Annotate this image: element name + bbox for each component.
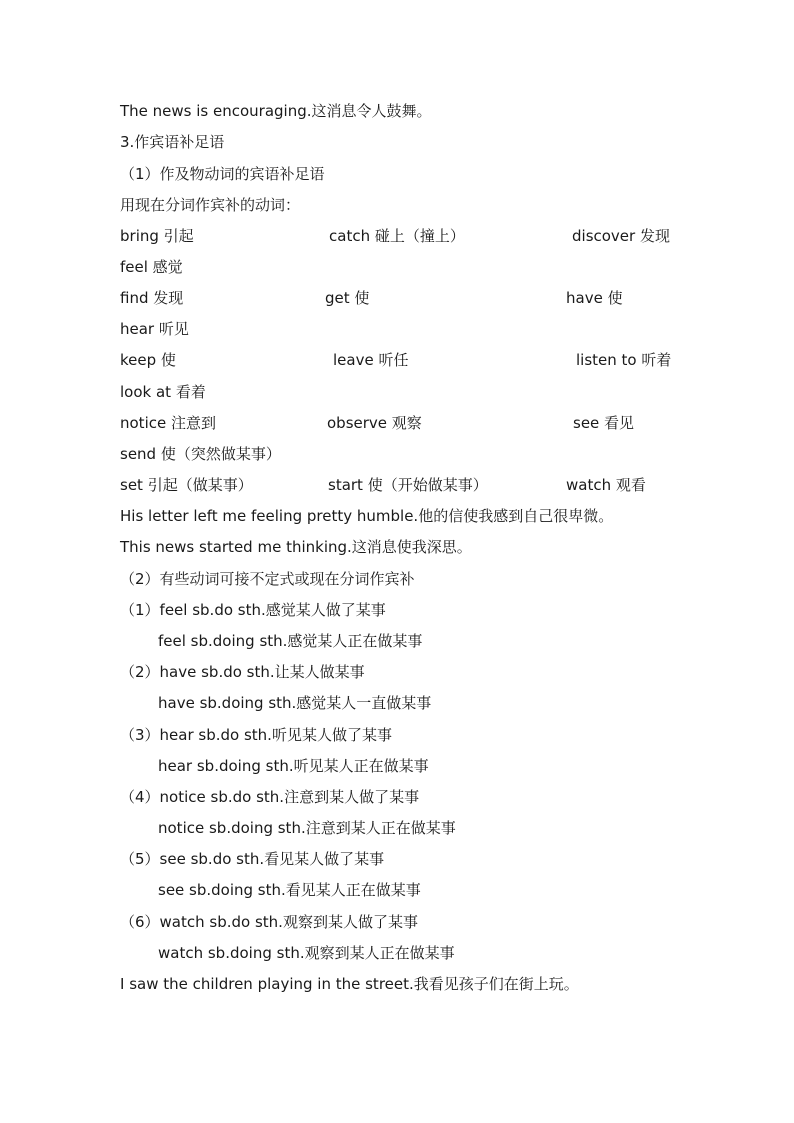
verb-item: send 使（突然做某事） <box>120 445 281 463</box>
subsection-heading: （1）作及物动词的宾语补足语 <box>120 165 325 183</box>
pattern-do: （5）see sb.do sth.看见某人做了某事 <box>120 850 385 868</box>
verb-item: discover 发现 <box>572 227 670 245</box>
example-sentence: The news is encouraging.这消息令人鼓舞。 <box>120 102 432 120</box>
verb-item: leave 听任 <box>333 351 409 369</box>
verb-item: find 发现 <box>120 289 184 307</box>
verb-item: set 引起（做某事） <box>120 476 253 494</box>
verb-item: see 看见 <box>573 414 635 432</box>
verb-item: bring 引起 <box>120 227 194 245</box>
verb-item: listen to 听着 <box>576 351 672 369</box>
verb-item: watch 观看 <box>566 476 646 494</box>
verb-item: notice 注意到 <box>120 414 216 432</box>
verb-item: start 使（开始做某事） <box>328 476 488 494</box>
section-heading: 3.作宾语补足语 <box>120 133 225 151</box>
verb-item: observe 观察 <box>327 414 422 432</box>
pattern-do: （6）watch sb.do sth.观察到某人做了某事 <box>120 913 418 931</box>
verb-item: feel 感觉 <box>120 258 183 276</box>
pattern-do: （4）notice sb.do sth.注意到某人做了某事 <box>120 788 420 806</box>
pattern-doing: notice sb.doing sth.注意到某人正在做某事 <box>158 819 456 837</box>
verb-item: catch 碰上（撞上） <box>329 227 465 245</box>
pattern-doing: have sb.doing sth.感觉某人一直做某事 <box>158 694 432 712</box>
verb-item: have 使 <box>566 289 623 307</box>
example-sentence: I saw the children playing in the street.我看见孩子们在街上玩。 <box>120 975 579 993</box>
pattern-do: （2）have sb.do sth.让某人做某事 <box>120 663 365 681</box>
example-sentence: His letter left me feeling pretty humble.他的信使我感到自己很卑微。 <box>120 507 614 525</box>
pattern-doing: feel sb.doing sth.感觉某人正在做某事 <box>158 632 423 650</box>
pattern-doing: see sb.doing sth.看见某人正在做某事 <box>158 881 421 899</box>
example-sentence: This news started me thinking.这消息使我深思。 <box>120 538 472 556</box>
verb-item: keep 使 <box>120 351 176 369</box>
pattern-doing: hear sb.doing sth.听见某人正在做某事 <box>158 757 429 775</box>
pattern-doing: watch sb.doing sth.观察到某人正在做某事 <box>158 944 455 962</box>
verb-item: hear 听见 <box>120 320 189 338</box>
verb-list-intro: 用现在分词作宾补的动词： <box>120 196 301 214</box>
pattern-do: （3）hear sb.do sth.听见某人做了某事 <box>120 726 392 744</box>
verb-item: look at 看着 <box>120 383 206 401</box>
subsection-heading: （2）有些动词可接不定式或现在分词作宾补 <box>120 570 415 588</box>
verb-item: get 使 <box>325 289 370 307</box>
pattern-do: （1）feel sb.do sth.感觉某人做了某事 <box>120 601 386 619</box>
